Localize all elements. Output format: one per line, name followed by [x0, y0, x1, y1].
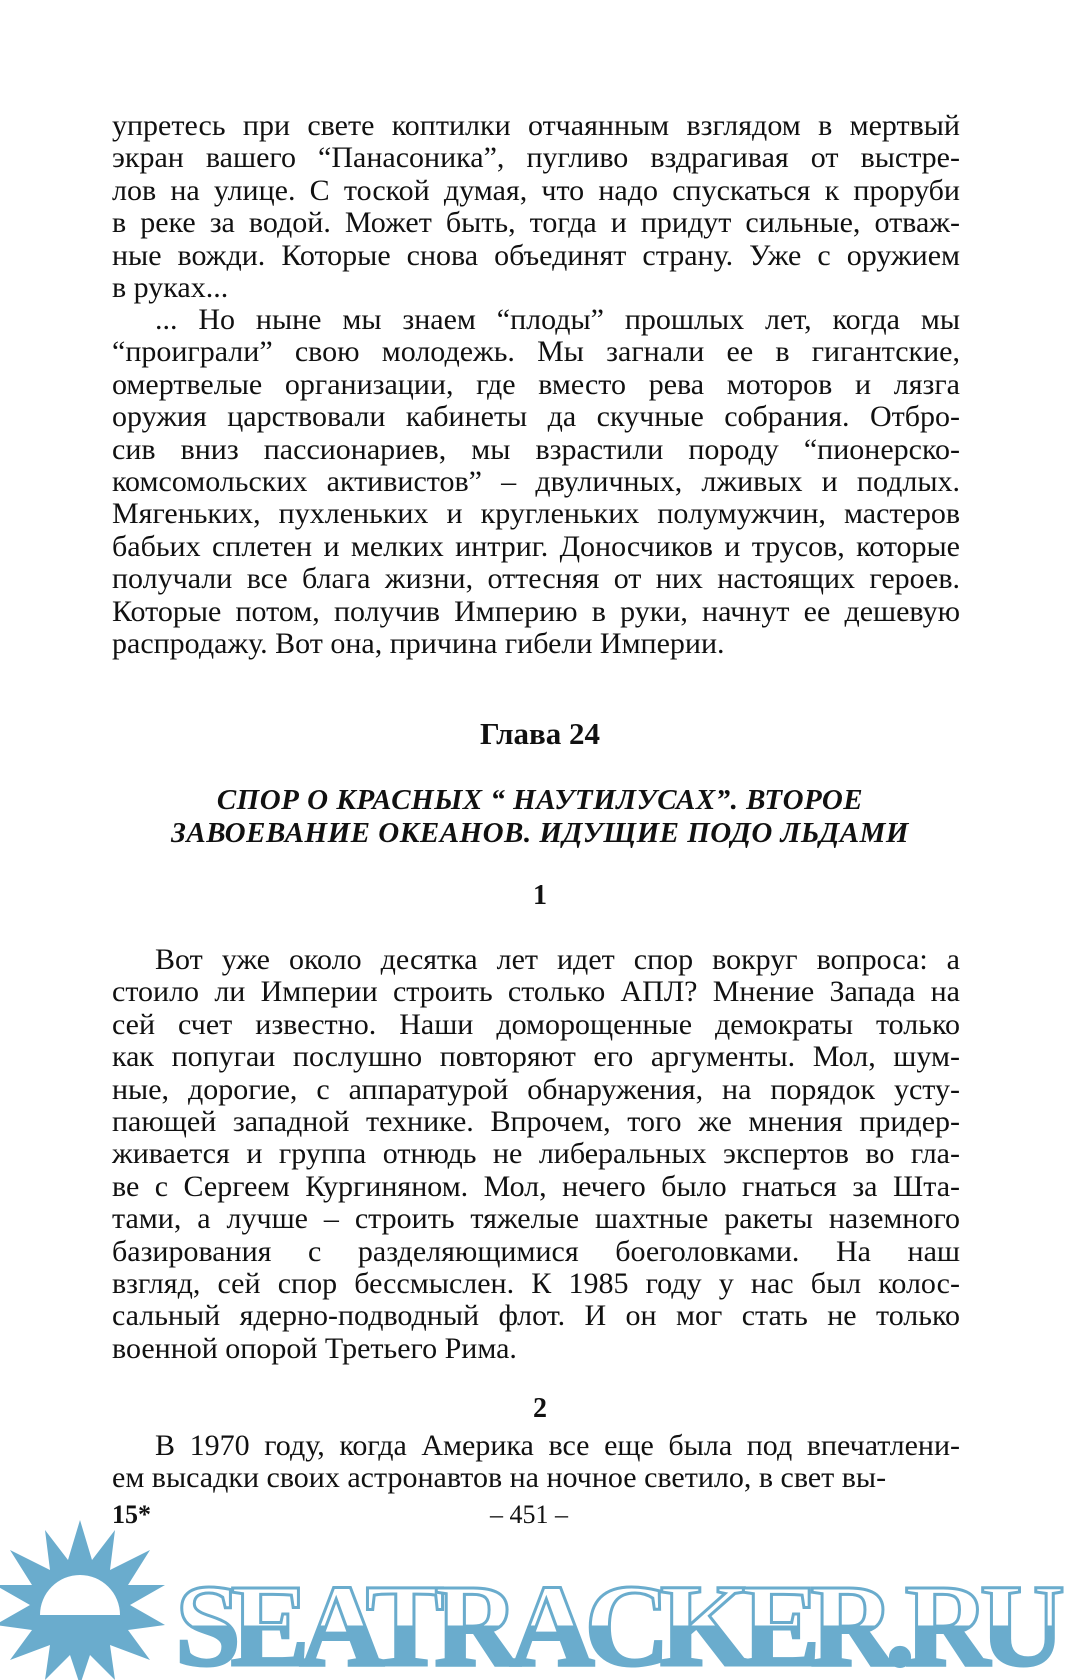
text-line: тами, а лучше – строить тяжелые шахтные ракеты наземного	[112, 1202, 960, 1236]
text-line: в руках...	[112, 271, 229, 304]
text-line: экран вашего “Панасоника”, пугливо вздрагивая от выстре-	[112, 141, 960, 175]
text-line: ные вожди. Которые снова объединят страну. Уже с оружием	[112, 238, 960, 272]
text-line: получали все блага жизни, оттесняя от них настоящих героев.	[112, 562, 960, 596]
sun-icon	[0, 1520, 165, 1680]
text-line: базирования с разделяющимися боеголовками. На наш	[112, 1234, 960, 1268]
text-line: ... Но ныне мы знаем “плоды” прошлых лет, когда мы	[155, 303, 960, 336]
chapter-subtitle-line-1: СПОР О КРАСНЫХ “ НАУТИЛУСАХ”. ВТОРОЕ	[216, 784, 864, 816]
text-line: омертвелые организации, где вместо рева моторов и лязга	[112, 367, 960, 401]
text-line: как попугаи послушно повторяют его аргументы. Мол, шум-	[112, 1040, 960, 1074]
text-line: бабьих сплетен и мелких интриг. Доносчиков и трусов, которые	[112, 529, 960, 563]
page-number: – 451 –	[490, 1500, 568, 1529]
text-line: Вот уже около десятка лет идет спор вокруг вопроса: а	[155, 943, 960, 976]
chapter-title: Глава 24	[479, 716, 601, 751]
text-line: сальный ядерно-подводный флот. И он мог стать не только	[112, 1299, 960, 1333]
signature-mark: 15*	[112, 1500, 151, 1529]
text-line: “проиграли” свою молодежь. Мы загнали ее в гигантские,	[112, 335, 960, 369]
section-number-2: 2	[533, 1393, 547, 1424]
text-line: ве с Сергеем Кургиняном. Мол, нечего было гнаться за Шта-	[112, 1169, 960, 1203]
text-line: ем высадки своих астронавтов на ночное светило, в свет вы-	[112, 1461, 887, 1495]
text-line: распродажу. Вот она, причина гибели Империи.	[112, 627, 725, 660]
text-line: комсомольских активистов” – двуличных, лживых и подлых.	[112, 465, 960, 498]
text-line: Мягеньких, пухленьких и кругленьких полумужчин, мастеров	[112, 497, 960, 531]
watermark-logo	[0, 1520, 1080, 1680]
watermark-text: SEATRACKER.RU	[175, 1560, 1065, 1680]
text-line: военной опорой Третьего Рима.	[112, 1331, 517, 1365]
section-number-1: 1	[533, 880, 547, 911]
text-line: упретесь при свете коптилки отчаянным взглядом в мертвый	[112, 109, 960, 142]
text-line: взгляд, сей спор бессмыслен. К 1985 году у нас был колос-	[112, 1267, 960, 1300]
text-line: стоило ли Империи строить столько АПЛ? Мнение Запада на	[112, 975, 960, 1009]
text-line: лов на улице. С тоской думая, что надо спускаться к проруби	[112, 173, 960, 207]
text-line: сей счет известно. Наши доморощенные демократы только	[112, 1007, 960, 1041]
text-line: живается и группа отнюдь не либеральных экспертов во гла-	[112, 1137, 960, 1171]
text-line: в реке за водой. Может быть, тогда и придут сильные, отваж-	[112, 206, 960, 240]
chapter-subtitle-line-2: ЗАВОЕВАНИЕ ОКЕАНОВ. ИДУЩИЕ ПОДО ЛЬДАМИ	[171, 817, 909, 849]
text-line: ные, дорогие, с аппаратурой обнаружения, на порядок усту-	[112, 1072, 960, 1106]
text-line: В 1970 году, когда Америка все еще была под впечатлени-	[155, 1429, 960, 1462]
text-line: оружия царствовали кабинеты да скучные собрания. Отбро-	[112, 400, 960, 434]
text-line: Которые потом, получив Империю в руки, начнут ее дешевую	[112, 594, 960, 628]
text-line: сив вниз пассионариев, мы взрастили породу “пионерско-	[112, 432, 960, 466]
text-line: пающей западной технике. Впрочем, того же мнения придер-	[112, 1105, 960, 1138]
